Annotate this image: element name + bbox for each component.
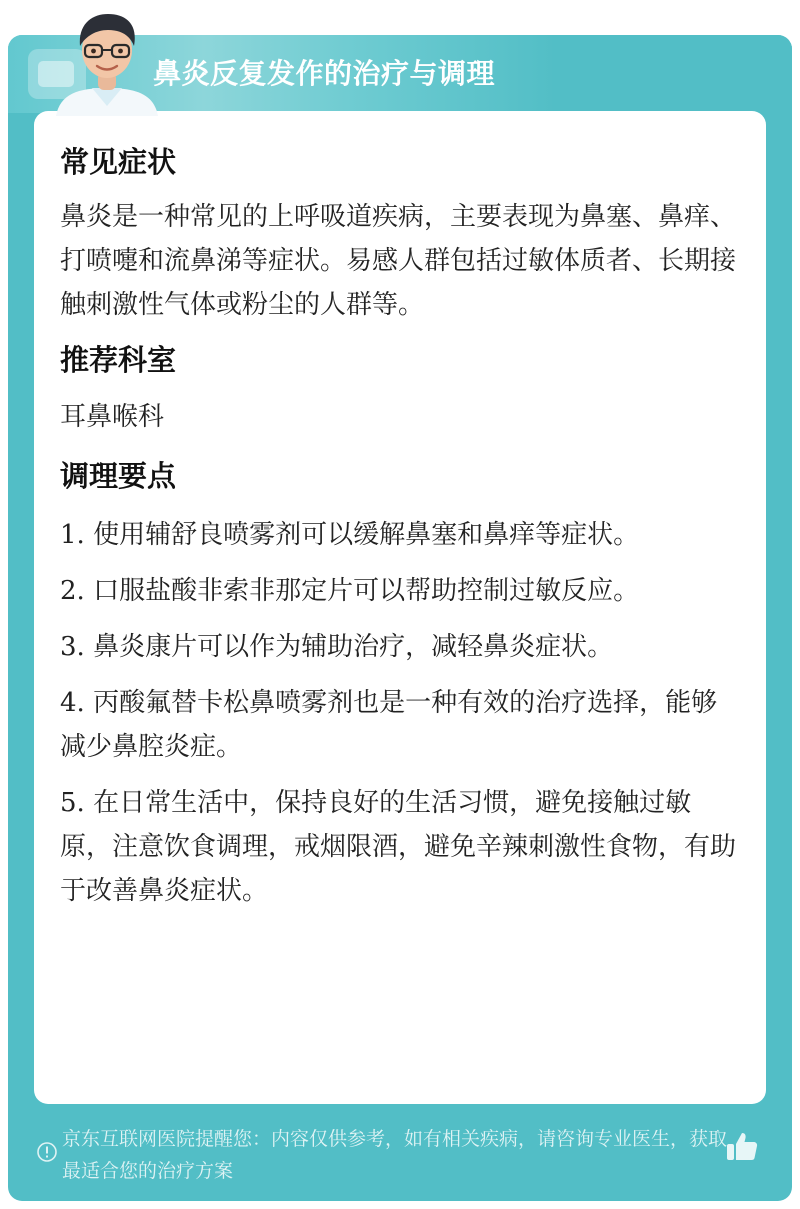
list-item-number: 2. <box>60 576 85 606</box>
list-item-text: 口服盐酸非索非那定片可以帮助控制过敏反应。 <box>93 576 640 606</box>
list-item-number: 4. <box>60 688 85 718</box>
list-item <box>60 781 740 913</box>
care-heading: 调理要点 <box>60 459 177 493</box>
disclaimer-text: 京东互联网医院提醒您：内容仅供参考，如有相关疾病，请咨询专业医生，获取最适合您的治疗方案 <box>62 1128 728 1182</box>
list-item-text: 鼻炎康片可以作为辅助治疗，减轻鼻炎症状。 <box>93 632 614 662</box>
thumbs-up-icon[interactable] <box>724 1129 760 1165</box>
page-title: 鼻炎反复发作的治疗与调理 <box>153 57 496 90</box>
content-card <box>34 111 766 1104</box>
symptoms-text: 鼻炎是一种常见的上呼吸道疾病，主要表现为鼻塞、鼻痒、打喷嚏和流鼻涕等症状。易感人群包括过敏体质者、长期接触刺激性气体或粉尘的人群等。 <box>60 202 737 320</box>
list-item-number: 1. <box>60 520 85 550</box>
department-text: 耳鼻喉科 <box>60 402 165 432</box>
list-item-number: 5. <box>60 788 85 818</box>
content-body <box>60 131 740 925</box>
list-item-text: 使用辅舒良喷雾剂可以缓解鼻塞和鼻痒等症状。 <box>93 520 640 550</box>
list-item-text: 丙酸氟替卡松鼻喷雾剂也是一种有效的治疗选择，能够减少鼻腔炎症。 <box>60 688 718 762</box>
list-item-text: 在日常生活中，保持良好的生活习惯，避免接触过敏原，注意饮食调理，戒烟限酒，避免辛辣刺激性食物，有助于改善鼻炎症状。 <box>60 788 737 906</box>
footer-disclaimer <box>8 1119 792 1201</box>
list-item-number: 3. <box>60 632 85 662</box>
list-item <box>60 681 740 769</box>
article-container <box>8 35 792 1201</box>
list-item <box>60 569 740 613</box>
info-icon <box>36 1141 58 1163</box>
doctor-avatar <box>52 8 162 118</box>
care-list <box>60 513 740 913</box>
list-item <box>60 513 740 557</box>
department-heading: 推荐科室 <box>60 343 177 377</box>
symptoms-heading: 常见症状 <box>60 145 177 179</box>
list-item <box>60 625 740 669</box>
